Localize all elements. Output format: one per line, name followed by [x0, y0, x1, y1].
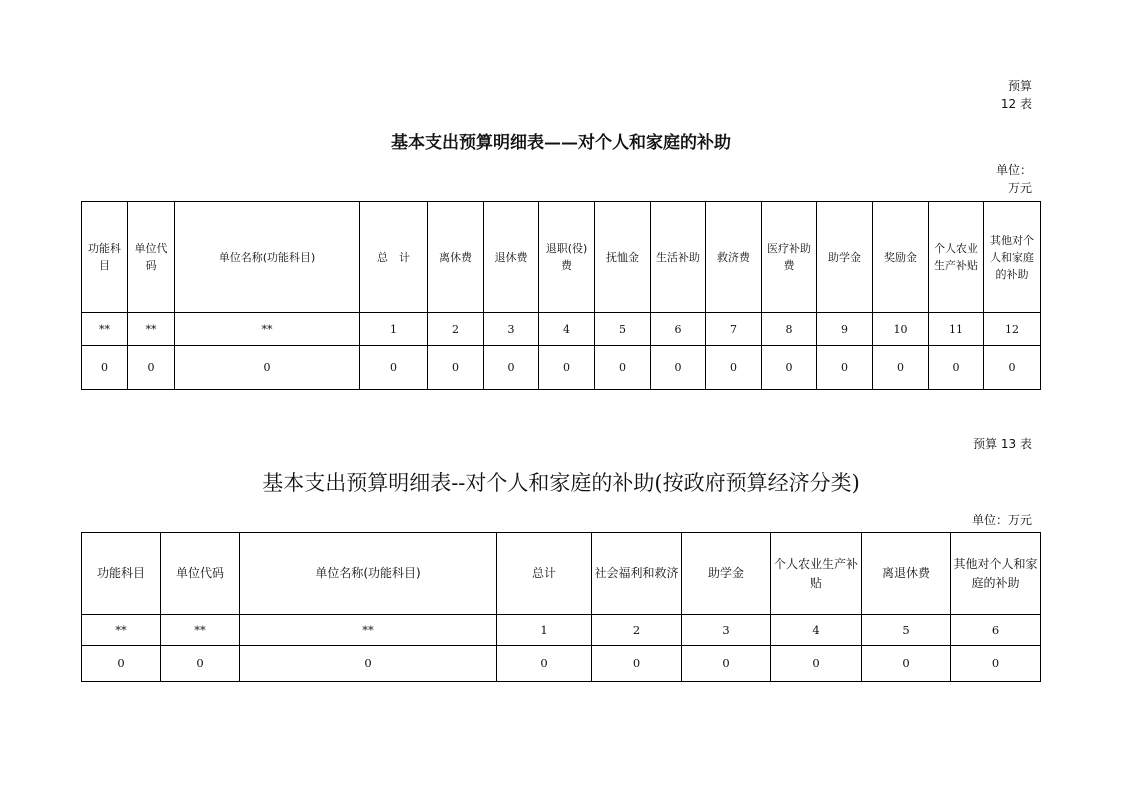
index-cell: 2: [428, 313, 484, 346]
value-cell: 0: [128, 346, 175, 390]
value-cell: 0: [595, 346, 651, 390]
index-cell: 1: [360, 313, 428, 346]
index-cell: 6: [651, 313, 706, 346]
header-cell: 助学金: [817, 202, 873, 313]
header-cell: 助学金: [682, 533, 771, 615]
value-cell: 0: [762, 346, 817, 390]
index-cell: 4: [771, 615, 862, 646]
header-cell: 生活补助: [651, 202, 706, 313]
index-cell: **: [128, 313, 175, 346]
header-cell: 抚恤金: [595, 202, 651, 313]
table12-unit-line2: 万元: [1007, 181, 1032, 195]
table12-index-row: [82, 313, 1041, 346]
index-cell: 7: [706, 313, 762, 346]
index-cell: 2: [592, 615, 682, 646]
header-cell: 离休费: [428, 202, 484, 313]
table12: [81, 201, 1041, 390]
table13: [81, 532, 1041, 682]
value-cell: 0: [82, 346, 128, 390]
header-cell: 退休费: [484, 202, 539, 313]
index-cell: 12: [984, 313, 1041, 346]
table12-unit-line1: 单位：: [995, 163, 1032, 177]
value-cell: 0: [539, 346, 595, 390]
header-cell: 单位代码: [161, 533, 240, 615]
table13-index-row: [82, 615, 1041, 646]
table12-header-row: [82, 202, 1041, 313]
table12-value-row: [82, 346, 1041, 390]
header-cell: 救济费: [706, 202, 762, 313]
index-cell: **: [82, 615, 161, 646]
value-cell: 0: [771, 646, 862, 682]
table12-unit: [996, 161, 1032, 197]
header-cell: 奖励金: [873, 202, 929, 313]
value-cell: 0: [161, 646, 240, 682]
header-cell: 总 计: [360, 202, 428, 313]
value-cell: 0: [873, 346, 929, 390]
value-cell: 0: [592, 646, 682, 682]
index-cell: 5: [595, 313, 651, 346]
header-cell: 单位代码: [128, 202, 175, 313]
value-cell: 0: [240, 646, 497, 682]
index-cell: 8: [762, 313, 817, 346]
value-cell: 0: [484, 346, 539, 390]
index-cell: 6: [951, 615, 1041, 646]
index-cell: 9: [817, 313, 873, 346]
index-cell: 4: [539, 313, 595, 346]
value-cell: 0: [862, 646, 951, 682]
index-cell: 10: [873, 313, 929, 346]
table12-tag-line2: 12 表: [1000, 97, 1032, 111]
table13-title: 基本支出预算明细表--对个人和家庭的补助(按政府预算经济分类): [262, 471, 860, 495]
header-cell: 功能科目: [82, 202, 128, 313]
table12-tag: [1001, 77, 1032, 113]
value-cell: 0: [651, 346, 706, 390]
table13-tag: 预算 13 表: [973, 437, 1032, 451]
header-cell: 功能科目: [82, 533, 161, 615]
header-cell: 个人农业生产补贴: [929, 202, 984, 313]
value-cell: 0: [951, 646, 1041, 682]
table12-title: 基本支出预算明细表——对个人和家庭的补助: [391, 133, 731, 153]
table13-unit: 单位：万元: [971, 513, 1032, 527]
index-cell: 3: [484, 313, 539, 346]
index-cell: 1: [497, 615, 592, 646]
table12-tag-line1: 预算: [1007, 79, 1032, 93]
index-cell: **: [175, 313, 360, 346]
header-cell: 总计: [497, 533, 592, 615]
header-cell: 离退休费: [862, 533, 951, 615]
header-cell: 社会福利和救济: [592, 533, 682, 615]
index-cell: 3: [682, 615, 771, 646]
value-cell: 0: [428, 346, 484, 390]
index-cell: **: [161, 615, 240, 646]
value-cell: 0: [175, 346, 360, 390]
table13-header-row: [82, 533, 1041, 615]
index-cell: **: [240, 615, 497, 646]
header-cell: 个人农业生产补贴: [771, 533, 862, 615]
value-cell: 0: [929, 346, 984, 390]
index-cell: **: [82, 313, 128, 346]
header-cell: 单位名称(功能科目): [175, 202, 360, 313]
index-cell: 11: [929, 313, 984, 346]
header-cell: 其他对个人和家庭的补助: [984, 202, 1041, 313]
value-cell: 0: [682, 646, 771, 682]
value-cell: 0: [817, 346, 873, 390]
index-cell: 5: [862, 615, 951, 646]
header-cell: 退职(役)费: [539, 202, 595, 313]
value-cell: 0: [82, 646, 161, 682]
header-cell: 单位名称(功能科目): [240, 533, 497, 615]
value-cell: 0: [984, 346, 1041, 390]
value-cell: 0: [360, 346, 428, 390]
header-cell: 医疗补助费: [762, 202, 817, 313]
value-cell: 0: [706, 346, 762, 390]
table13-value-row: [82, 646, 1041, 682]
header-cell: 其他对个人和家庭的补助: [951, 533, 1041, 615]
value-cell: 0: [497, 646, 592, 682]
